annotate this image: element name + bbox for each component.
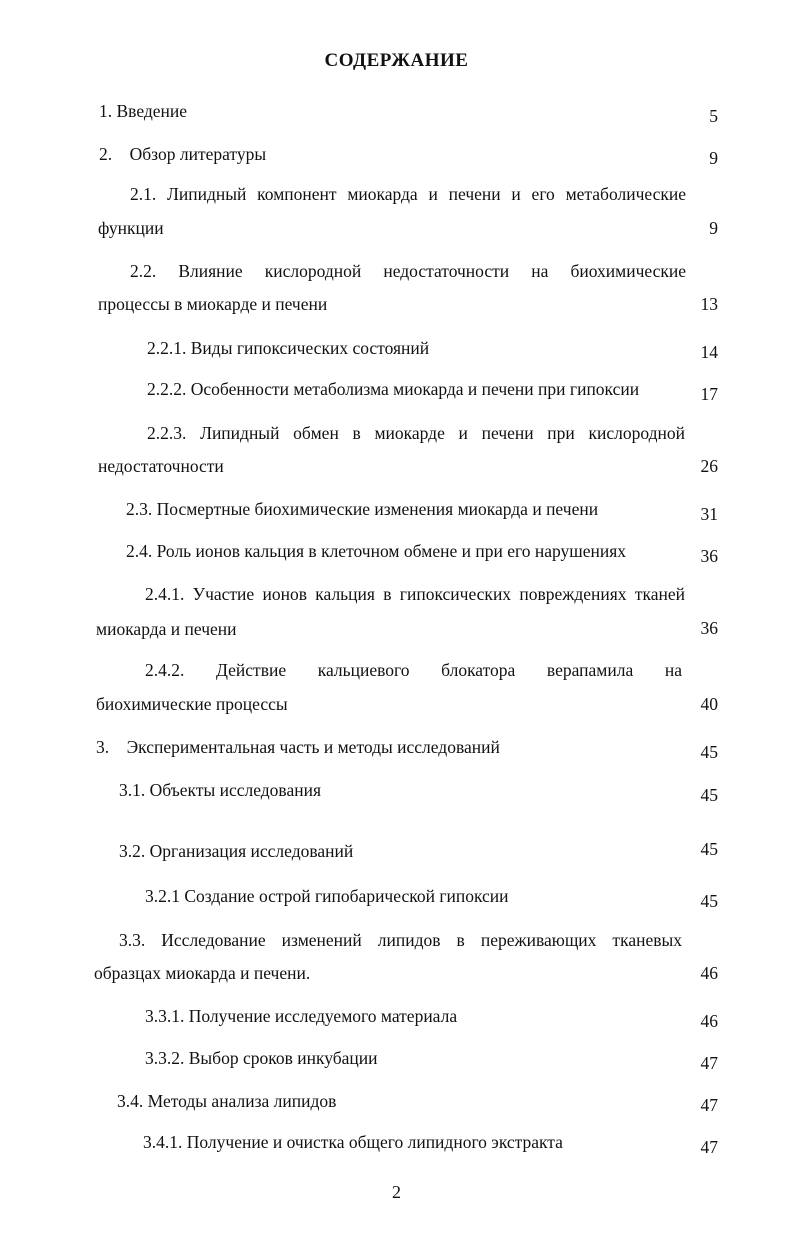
toc-entry-text-continued: образцах миокарда и печени. (94, 963, 311, 983)
toc-entry-text: 2.4.1. Участие ионов кальция в гипоксических повреждениях тканей (145, 584, 685, 604)
toc-entry-text-continued: миокарда и печени (96, 619, 237, 639)
page-title: СОДЕРЖАНИЕ (324, 50, 469, 71)
toc-entry-page: 31 (700, 504, 718, 524)
toc-entry-text: 2.2.3. Липидный обмен в миокарде и печени при кислородной (147, 423, 685, 443)
toc-entry-text-continued: процессы в миокарде и печени (98, 294, 328, 314)
toc-entry-page: 46 (700, 1011, 718, 1031)
toc-entry-text-continued: биохимические процессы (96, 694, 288, 714)
toc-entry-text: 2.2.1. Виды гипоксических состояний (147, 338, 430, 358)
toc-entry-page: 47 (700, 1095, 718, 1115)
toc-entry-text: 3.3.1. Получение исследуемого материала (145, 1006, 458, 1026)
toc-entry-page: 9 (709, 148, 718, 168)
toc-entry-page: 13 (700, 294, 718, 314)
toc-entry-page: 26 (700, 456, 718, 476)
toc-entry-text: 3.2.1 Создание острой гипобарической гипоксии (145, 886, 509, 906)
toc-entry-page: 40 (700, 694, 718, 714)
toc-entry-text: 3.4.1. Получение и очистка общего липидного экстракта (143, 1132, 563, 1152)
toc-entry-text: 3.1. Объекты исследования (119, 780, 322, 800)
toc-entry-page: 47 (700, 1053, 718, 1073)
page-number: 2 (392, 1182, 401, 1202)
toc-entry-page: 14 (700, 342, 718, 362)
toc-entry-text: 2.3. Посмертные биохимические изменения миокарда и печени (126, 499, 599, 519)
toc-entry-text: 2. Обзор литературы (99, 144, 267, 164)
toc-entry-page: 17 (700, 384, 718, 404)
toc-entry-text: 3.4. Методы анализа липидов (117, 1091, 337, 1111)
toc-entry-text: 3.2. Организация исследований (119, 841, 354, 861)
toc-entry-text: 3.3.2. Выбор сроков инкубации (145, 1048, 378, 1068)
toc-entry-page: 9 (709, 218, 718, 238)
toc-entry-text: 3.3. Исследование изменений липидов в переживающих тканевых (119, 930, 682, 950)
toc-entry-page: 47 (700, 1137, 718, 1157)
toc-entry-page: 45 (700, 891, 718, 911)
toc-entry-text-continued: функции (98, 218, 164, 238)
toc-entry-page: 45 (700, 742, 718, 762)
toc-entry-page: 36 (700, 546, 718, 566)
toc-entry-text: 2.4.2. Действие кальциевого блокатора верапамила на (145, 660, 682, 680)
toc-entry-text: 2.4. Роль ионов кальция в клеточном обмене и при его нарушениях (126, 541, 627, 561)
toc-entry-page: 5 (709, 106, 718, 126)
toc-entry-text: 2.2.2. Особенности метаболизма миокарда и печени при гипоксии (147, 379, 640, 399)
toc-entry-text: 2.1. Липидный компонент миокарда и печени и его метаболические (130, 184, 686, 204)
toc-entry-page: 46 (700, 963, 718, 983)
toc-entry-page: 36 (700, 618, 718, 638)
toc-entry-page: 45 (700, 785, 718, 805)
toc-entry-text: 3. Экспериментальная часть и методы исследований (96, 737, 500, 757)
toc-entry-text: 1. Введение (99, 101, 188, 121)
toc-entry-text: 2.2. Влияние кислородной недостаточности на биохимические (130, 261, 686, 281)
toc-entry-text-continued: недостаточности (98, 456, 224, 476)
toc-entry-page: 45 (700, 839, 718, 859)
